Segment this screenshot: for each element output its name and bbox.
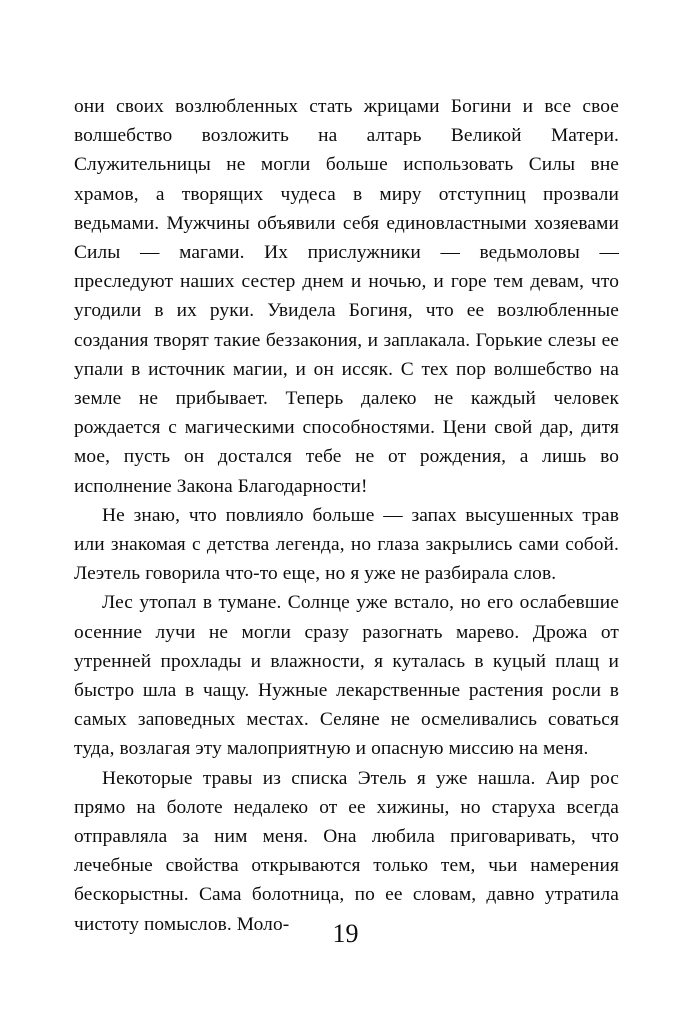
paragraph-3: Лес утопал в тумане. Солнце уже встало, но его ослабевшие осенние лучи не могли сразу разогнать марево. Дрожа от утренней прохлады и влажности, я куталась в куцый плащ и быстро шла в чащу. Нужные лекарственные растения росли в самых заповедных местах. Селяне не осмеливались соваться туда, возлагая эту малоприятную и опасную миссию на меня. (74, 592, 619, 760)
paragraph-1: они своих возлюбленных стать жрицами Богини и все свое волшебство возложить на алтарь Великой Матери. Служительницы не могли больше использовать Силы вне храмов, а творящих чудеса в миру отступниц прозвали ведьмами. Мужчины объявили себя единовластными хозяевами Силы — магами. Их прислужники — ведьмоловы — преследуют наших сестер днем и ночью, и горе тем девам, что угодили в их руки. Увидела Богиня, что ее возлюбленные создания творят такие беззакония, и заплакала. Горькие слезы ее упали в источник магии, и он иссяк. С тех пор волшебство на земле не прибывает. Теперь далеко не каждый человек рождается с магическими способностями. Цени свой дар, дитя мое, пусть он достался тебе не от рождения, а лишь во исполнение Закона Благодарности! (74, 96, 619, 497)
page-number: 19 (332, 919, 359, 948)
page-body (74, 92, 619, 939)
paragraph-4: Некоторые травы из списка Этель я уже нашла. Аир рос прямо на болоте недалеко от ее хижины, но старуха всегда отправляла за ним меня. Она любила приговаривать, что лечебные свойства открываются только тем, чьи намерения бескорыстны. Сама болотница, по ее словам, давно утратила чистоту помыслов. Моло- (74, 767, 619, 935)
paragraph-2: Не знаю, что повлияло больше — запах высушенных трав или знакомая с детства легенда, но глаза закрылись сами собой. Леэтель говорила что-то еще, но я уже не разбирала слов. (74, 504, 619, 585)
